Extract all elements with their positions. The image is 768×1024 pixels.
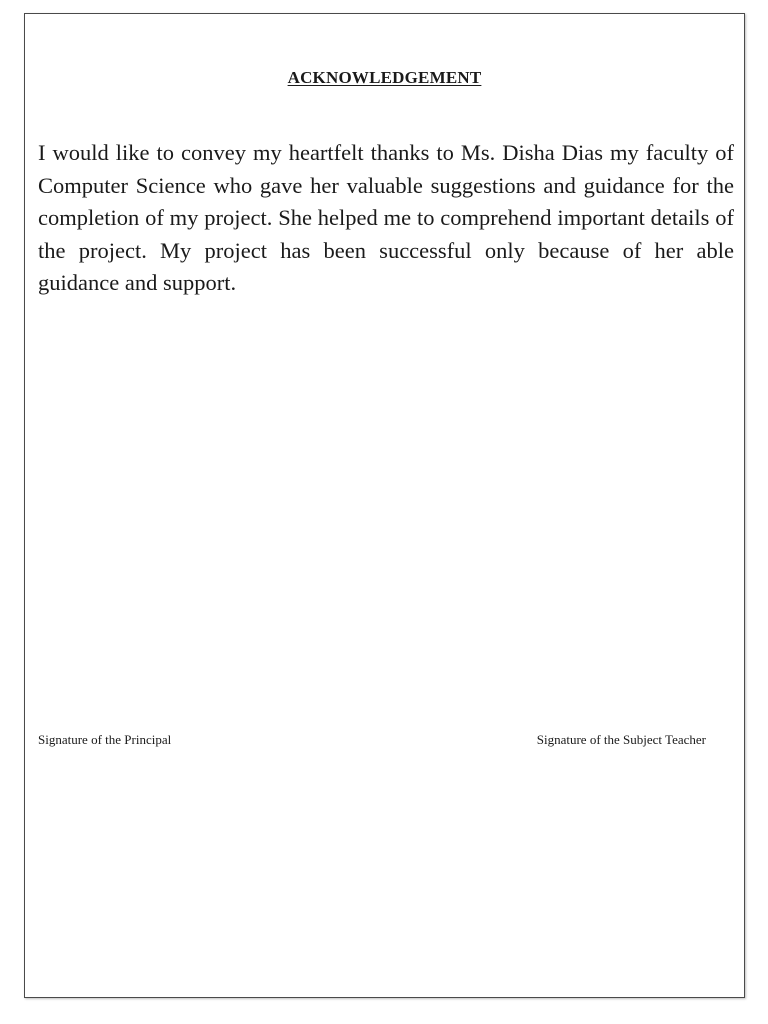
acknowledgement-paragraph: I would like to convey my heartfelt thanks to Ms. Disha Dias my faculty of Computer Science who gave her valuable suggestions and guidance for the completion of my project. She helped me to comprehend important details of the project. My project has been successful only because of her able guidance and support. [38, 140, 734, 295]
page-title: ACKNOWLEDGEMENT [287, 68, 482, 87]
document-page [24, 13, 745, 998]
principal-signature-label: Signature of the Principal [38, 732, 172, 747]
subject-teacher-signature-label: Signature of the Subject Teacher [536, 732, 706, 747]
